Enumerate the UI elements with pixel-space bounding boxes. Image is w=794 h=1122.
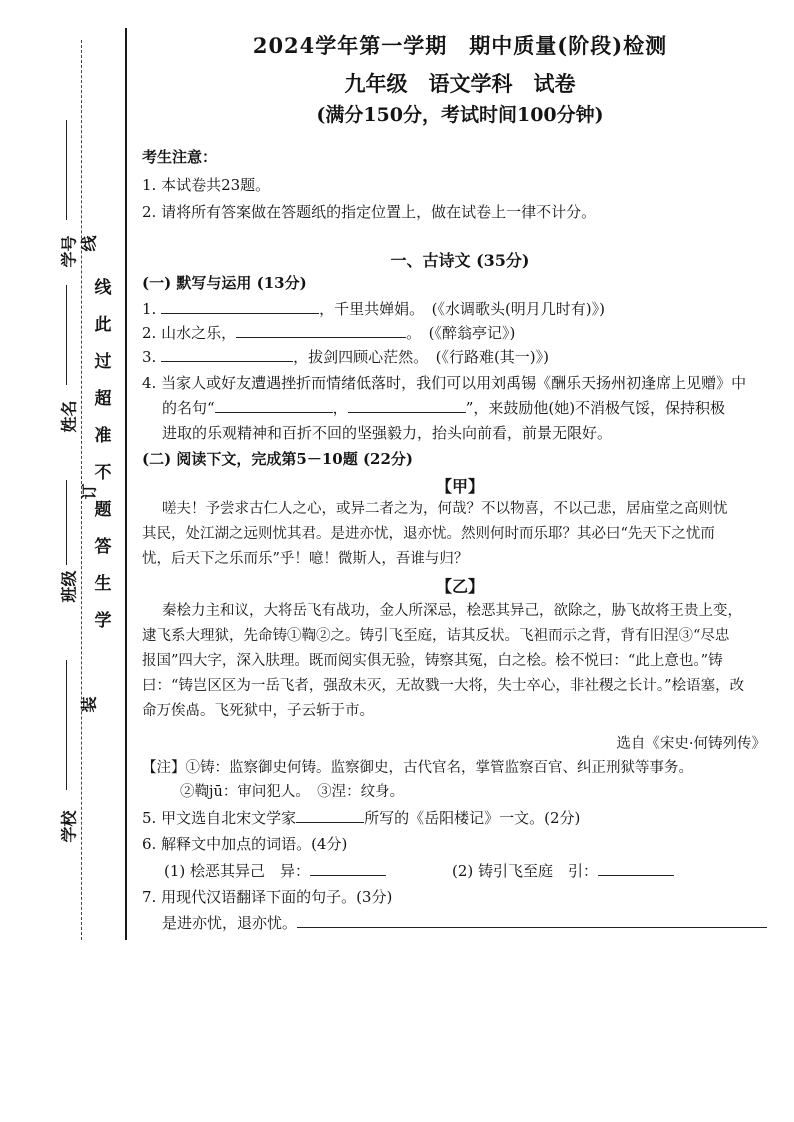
q5-answer-blank[interactable] [296,808,364,823]
exam-title: 2024学年第一学期 期中质量(阶段)检测 [252,33,668,58]
student-id-label: 学号 [59,235,79,268]
class-label: 班级 [59,570,79,603]
notice-item: 2. 请将所有答案做在答题纸的指定位置上，做在试卷上一律不计分。 [142,203,597,221]
q3-number: 3. [142,348,157,366]
class-blank[interactable] [66,480,67,565]
warning-char: 线 [94,278,112,298]
warning-char: 不 [94,463,112,483]
q6-2-answer-blank[interactable] [598,861,674,876]
line-marker-1: 线 [79,235,99,252]
question-3 [142,346,549,368]
q4-text-a: 的名句“ [162,399,215,417]
q4-answer-blank-1[interactable] [215,398,333,413]
q1-number: 1. [142,300,157,318]
passage-a-line: 忧，后天下之乐而乐”乎！噫！微斯人，吾谁与归？ [142,551,469,567]
exam-meta: (满分150分，考试时间100分钟) [316,104,604,126]
q3-text: ，拔剑四顾心茫然。 (《行路难(其一)》) [293,348,550,366]
q6-1-answer-blank[interactable] [310,861,386,876]
margin-warning [88,270,118,640]
seal-marker: 装 [79,696,99,713]
warning-char: 过 [94,352,112,372]
passage-b-label: 【乙】 [435,577,484,596]
question-1 [142,298,605,320]
q7-sentence-text: 是进亦忧，退亦忧。 [162,914,298,932]
name-label: 姓名 [59,400,79,433]
passage-b-source: 选自《宋史·何铸列传》 [616,736,766,752]
q1-answer-blank[interactable] [161,299,319,314]
q2-answer-blank[interactable] [236,323,406,338]
passage-b-line: 秦桧力主和议，大将岳飞有战功，金人所深忌，桧恶其异己，欲除之，胁飞故将王贵上变， [162,603,742,619]
question-7: 7. 用现代汉语翻译下面的句子。(3分) [142,888,393,906]
warning-char: 答 [94,537,112,557]
warning-char: 准 [94,426,112,446]
question-6-2 [452,860,674,882]
part2-title: (二) 阅读下文，完成第5－10题 (22分) [142,450,414,468]
warning-char: 题 [94,500,112,520]
section-title: 一、古诗文 (35分) [390,251,530,270]
q2-text: 。 (《醉翁亭记》) [406,324,516,342]
passage-b-line: 命万俟卨。飞死狱中，子云斩于市。 [142,703,374,719]
question-6-1 [164,860,386,882]
passage-a-line: 其民，处江湖之远则忧其君。是进亦忧，退亦忧。然则何时而乐耶？其必曰“先天下之忧而 [142,526,715,542]
part1-title: (一) 默写与运用 (13分) [142,274,307,292]
name-blank[interactable] [66,285,67,385]
warning-char: 学 [94,611,112,631]
bind-marker: 订 [79,483,99,500]
warning-char: 此 [94,315,112,335]
q4-line-1: 4. 当家人或好友遭遇挫折而情绪低落时，我们可以用刘禹锡《酬乐天扬州初逢席上见赠》中 [142,374,747,392]
passage-b-line: 逮飞系大理狱，先命铸①鞫②之。铸引飞至庭，诘其反状。飞袒而示之背，背有旧涅③“尽忠 [142,628,730,644]
notice-title: 考生注意： [142,148,218,166]
q4-answer-blank-2[interactable] [348,398,466,413]
q6-1-text: (1) 桧恶其异己 异： [164,862,311,880]
school-blank[interactable] [66,660,67,790]
question-7-sentence [162,912,767,934]
q4-text-b: ， [332,399,348,417]
student-id-blank[interactable] [66,120,67,220]
q7-answer-blank[interactable] [297,913,767,928]
q3-answer-blank[interactable] [161,347,293,362]
question-5 [142,807,580,829]
passage-a-label: 【甲】 [435,477,484,496]
notes-line-2: ②鞫jū：审问犯人。 ③涅：纹身。 [180,784,405,800]
question-6: 6. 解释文中加点的词语。(4分) [142,835,348,853]
notes-line-1: 【注】①铸：监察御史何铸。监察御史，古代官名，掌管监察百官、纠正刑狱等事务。 [142,760,693,776]
warning-char: 超 [94,389,112,409]
passage-b-line: 报国”四大字，深入肤理。既而阅实俱无验，铸察其冤，白之桧。桧不悦曰：“此上意也。”铸 [142,653,723,669]
q1-text: ，千里共婵娟。 (《水调歌头(明月几时有)》) [319,300,606,318]
q5-text-a: 5. 甲文选自北宋文学家 [142,809,297,827]
passage-a-line: 嗟夫！予尝求古仁人之心，或异二者之为，何哉？不以物喜，不以己悲，居庙堂之高则忧 [162,501,728,517]
q4-line-3: 进取的乐观精神和百折不回的坚强毅力，抬头向前看，前景无限好。 [162,424,613,442]
exam-subtitle: 九年级 语文学科 试卷 [344,71,576,96]
margin-border-line [125,28,127,940]
q6-2-text: (2) 铸引飞至庭 引： [452,862,599,880]
school-label: 学校 [59,810,79,843]
passage-b-line: 曰：“铸岂区区为一岳飞者，强敌未灭，无故戮一大将，失士卒心，非社稷之长计。”桧语塞，改 [142,678,745,694]
question-2 [142,322,515,344]
warning-char: 生 [94,574,112,594]
q4-text-c: ”，来鼓励他(她)不消极气馁，保持积极 [465,399,726,417]
q2-prefix: 2. 山水之乐， [142,324,237,342]
notice-item: 1. 本试卷共23题。 [142,176,271,194]
q4-line-2 [162,397,725,419]
q5-text-b: 所写的《岳阳楼记》一文。(2分) [364,809,581,827]
